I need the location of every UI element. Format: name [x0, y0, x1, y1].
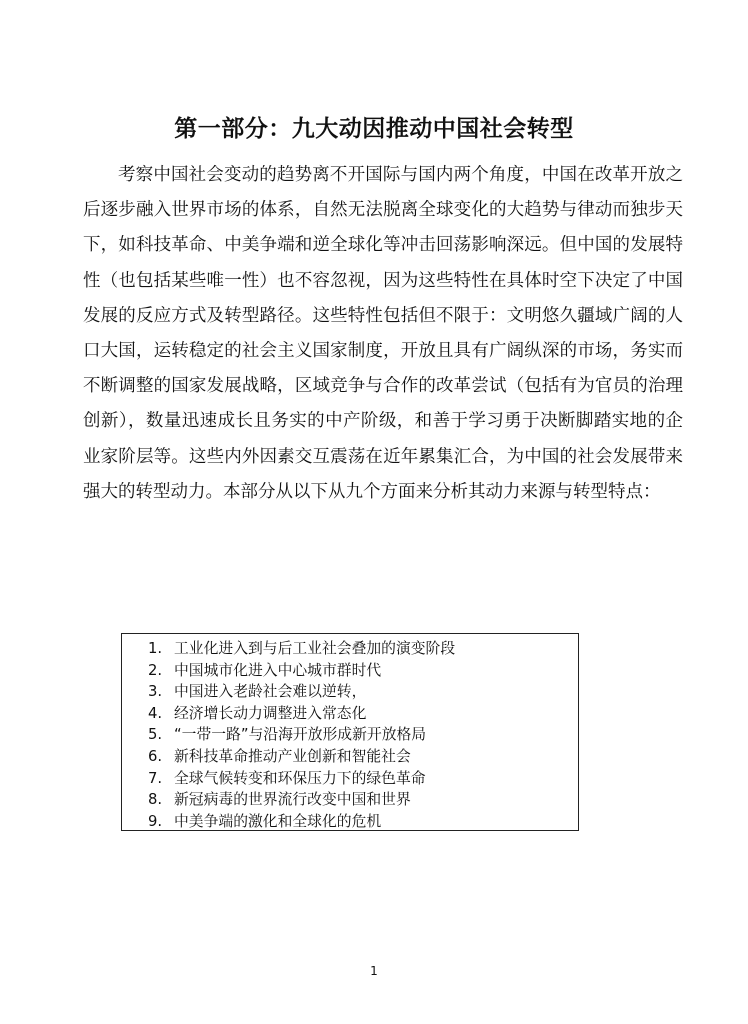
list-item: [148, 789, 578, 811]
paragraph-line: 后逐步融入世界市场的体系，自然无法脱离全球变化的大趋势与律动而独步天: [83, 200, 683, 221]
paragraph-line: 下，如科技革命、中美争端和逆全球化等冲击回荡影响深远。但中国的发展特: [83, 235, 683, 256]
paragraph-line: 强大的转型动力。本部分从以下从九个方面来分析其动力来源与转型特点：: [83, 481, 661, 502]
list-item-text: 中国进入老龄社会难以逆转，: [174, 683, 367, 701]
paragraph-line: 业家阶层等。这些内外因素交互震荡在近年累集汇合，为中国的社会发展带来: [83, 446, 683, 467]
list-item: [148, 768, 578, 790]
list-item: [148, 660, 578, 682]
list-item-number: 6.: [148, 747, 163, 765]
paragraph-line: 考察中国社会变动的趋势离不开国际与国内两个角度，中国在改革开放之: [118, 165, 683, 185]
factors-list-box: [121, 633, 579, 831]
list-item-number: 4.: [148, 704, 163, 722]
list-item: [148, 746, 578, 768]
list-item: [148, 638, 578, 660]
paragraph-line: 口大国，运转稳定的社会主义国家制度，开放且具有广阔纵深的市场，务实而: [83, 341, 683, 362]
list-item: [148, 724, 578, 746]
paragraph-line: 不断调整的国家发展战略，区域竞争与合作的改革尝试（包括有为官员的治理: [83, 376, 683, 397]
list-item-text: 经济增长动力调整进入常态化: [174, 704, 367, 722]
list-item: [148, 811, 578, 833]
list-item-text: 中国城市化进入中心城市群时代: [174, 661, 382, 679]
list-item-text: 全球气候转变和环保压力下的绿色革命: [174, 769, 426, 787]
paragraph-line: 性（也包括某些唯一性）也不容忽视，因为这些特性在具体时空下决定了中国: [83, 270, 683, 291]
list-item-number: 9.: [148, 812, 163, 830]
list-item-number: 5.: [148, 726, 163, 744]
list-item-text: 中美争端的激化和全球化的危机: [174, 812, 382, 830]
list-item-text: 新科技革命推动产业创新和智能社会: [174, 747, 411, 765]
page-title: 第一部分：九大动因推动中国社会转型: [174, 115, 574, 142]
list-item-number: 2.: [148, 661, 163, 679]
page-number: 1: [370, 964, 378, 978]
list-item-text: “一带一路”与沿海开放形成新开放格局: [174, 726, 427, 744]
list-item-number: 1.: [148, 640, 163, 657]
list-item-text: 工业化进入到与后工业社会叠加的演变阶段: [174, 640, 456, 657]
list-item-text: 新冠病毒的世界流行改变中国和世界: [174, 791, 411, 809]
list-item: [148, 681, 578, 703]
paragraph-line: 创新），数量迅速成长且务实的中产阶级，和善于学习勇于决断脚踏实地的企: [83, 411, 683, 432]
intro-paragraph: [83, 158, 683, 510]
list-item-number: 8.: [148, 791, 163, 809]
list-item-number: 7.: [148, 769, 163, 787]
list-item-number: 3.: [148, 683, 163, 701]
paragraph-line: 发展的反应方式及转型路径。这些特性包括但不限于：文明悠久疆域广阔的人: [83, 305, 683, 326]
list-item: [148, 703, 578, 725]
